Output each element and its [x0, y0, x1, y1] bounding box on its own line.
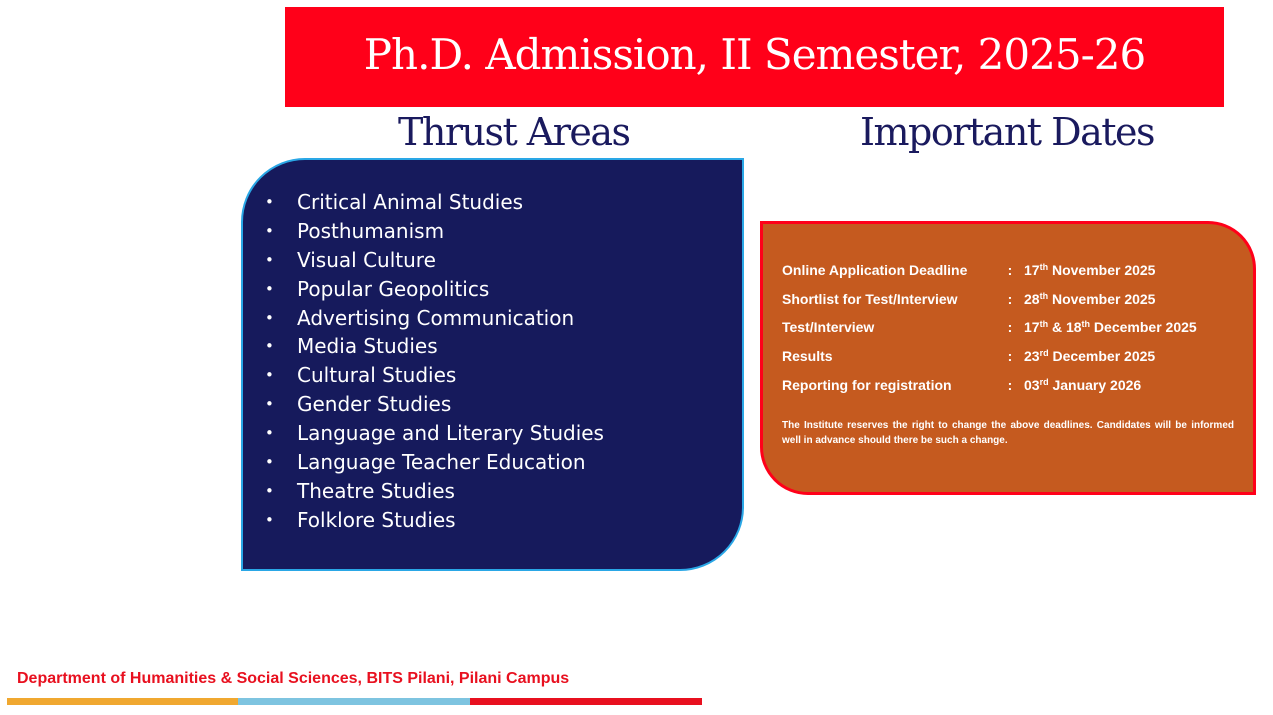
- thrust-area-item: [265, 304, 604, 333]
- thrust-area-item: [265, 275, 604, 304]
- thrust-area-item: [265, 506, 604, 535]
- thrust-area-label: Gender Studies: [297, 392, 452, 417]
- date-value-text: & 18: [1048, 319, 1082, 335]
- thrust-area-label: Media Studies: [297, 334, 438, 359]
- date-value-text: January 2026: [1048, 377, 1142, 393]
- thrust-area-item: [265, 477, 604, 506]
- date-value-text: December 2025: [1048, 348, 1156, 364]
- thrust-area-label: Visual Culture: [297, 247, 436, 272]
- bullet-icon: •: [265, 193, 274, 211]
- ordinal-suffix: th: [1039, 262, 1049, 272]
- date-label: Results: [782, 348, 833, 364]
- ordinal-suffix: th: [1039, 291, 1049, 301]
- thrust-area-item: [265, 390, 604, 419]
- date-value-text: November 2025: [1048, 262, 1156, 278]
- thrust-area-label: Popular Geopolitics: [297, 276, 490, 301]
- department-footer: Department of Humanities & Social Sciences, BITS Pilani, Pilani Campus: [17, 670, 570, 687]
- date-value-text: 03: [1024, 377, 1040, 393]
- page-title: Ph.D. Admission, II Semester, 2025-26: [363, 29, 1146, 79]
- date-row: [782, 346, 1155, 366]
- date-row: [782, 260, 1155, 280]
- thrust-area-item: [265, 217, 604, 246]
- footer-color-bar: [7, 698, 702, 705]
- bullet-icon: •: [265, 453, 274, 472]
- date-value: [1024, 291, 1155, 307]
- date-label: Online Application Deadline: [782, 262, 968, 278]
- date-value: [1024, 377, 1141, 393]
- thrust-area-item: [265, 246, 604, 275]
- important-dates-panel: [760, 221, 1256, 495]
- date-value: [1024, 348, 1155, 364]
- date-label: Shortlist for Test/Interview: [782, 291, 958, 307]
- date-value-text: 23: [1024, 348, 1040, 364]
- thrust-area-label: Posthumanism: [297, 218, 445, 243]
- thrust-areas-list: [265, 188, 604, 535]
- thrust-area-label: Advertising Communication: [297, 305, 575, 330]
- color-bar-segment: [7, 698, 238, 705]
- color-bar-segment: [470, 698, 702, 705]
- thrust-area-label: Language and Literary Studies: [297, 421, 604, 446]
- thrust-area-label: Language Teacher Education: [297, 450, 586, 475]
- date-value-text: November 2025: [1048, 291, 1156, 307]
- date-value-text: 17: [1024, 319, 1040, 335]
- bullet-icon: •: [265, 250, 274, 269]
- date-separator: :: [1007, 348, 1013, 364]
- thrust-area-label: Folklore Studies: [297, 507, 456, 532]
- date-separator: :: [1007, 262, 1013, 278]
- date-value: [1024, 319, 1197, 335]
- date-value: [1024, 262, 1155, 278]
- title-banner: [285, 7, 1224, 107]
- ordinal-suffix: th: [1081, 319, 1091, 329]
- thrust-areas-panel: [241, 158, 744, 571]
- ordinal-suffix: th: [1039, 319, 1049, 329]
- deadline-notice: The Institute reserves the right to change the above deadlines. Candidates will be informed well in advance should there be such a change.: [782, 420, 1234, 446]
- thrust-area-label: Critical Animal Studies: [297, 190, 524, 214]
- date-row: [782, 289, 1155, 309]
- color-bar-segment: [238, 698, 470, 705]
- date-separator: :: [1007, 319, 1013, 335]
- date-value-text: December 2025: [1090, 319, 1197, 335]
- important-dates-heading: Important Dates: [860, 110, 1155, 154]
- thrust-area-item: [265, 361, 604, 390]
- thrust-area-item: [265, 332, 604, 361]
- date-row: [782, 375, 1141, 395]
- date-label: Test/Interview: [782, 319, 875, 335]
- thrust-area-item: [265, 188, 604, 217]
- bullet-icon: •: [265, 481, 274, 500]
- thrust-area-label: Theatre Studies: [297, 478, 455, 503]
- bullet-icon: •: [265, 510, 274, 529]
- date-label: Reporting for registration: [782, 377, 952, 393]
- date-value-text: 17: [1024, 262, 1040, 278]
- bullet-icon: •: [265, 395, 274, 414]
- thrust-area-item: [265, 448, 604, 477]
- bullet-icon: •: [265, 424, 274, 443]
- ordinal-suffix: rd: [1039, 348, 1049, 358]
- bullet-icon: •: [265, 366, 274, 385]
- bullet-icon: •: [265, 308, 274, 327]
- bullet-icon: •: [265, 337, 274, 356]
- date-value-text: 28: [1024, 291, 1040, 307]
- thrust-area-label: Cultural Studies: [297, 363, 457, 388]
- bullet-icon: •: [265, 279, 274, 298]
- thrust-areas-heading: Thrust Areas: [398, 110, 630, 154]
- bullet-icon: •: [265, 221, 274, 240]
- thrust-area-item: [265, 419, 604, 448]
- ordinal-suffix: rd: [1039, 377, 1049, 387]
- date-row: [782, 317, 1197, 337]
- date-separator: :: [1007, 377, 1013, 393]
- date-separator: :: [1007, 291, 1013, 307]
